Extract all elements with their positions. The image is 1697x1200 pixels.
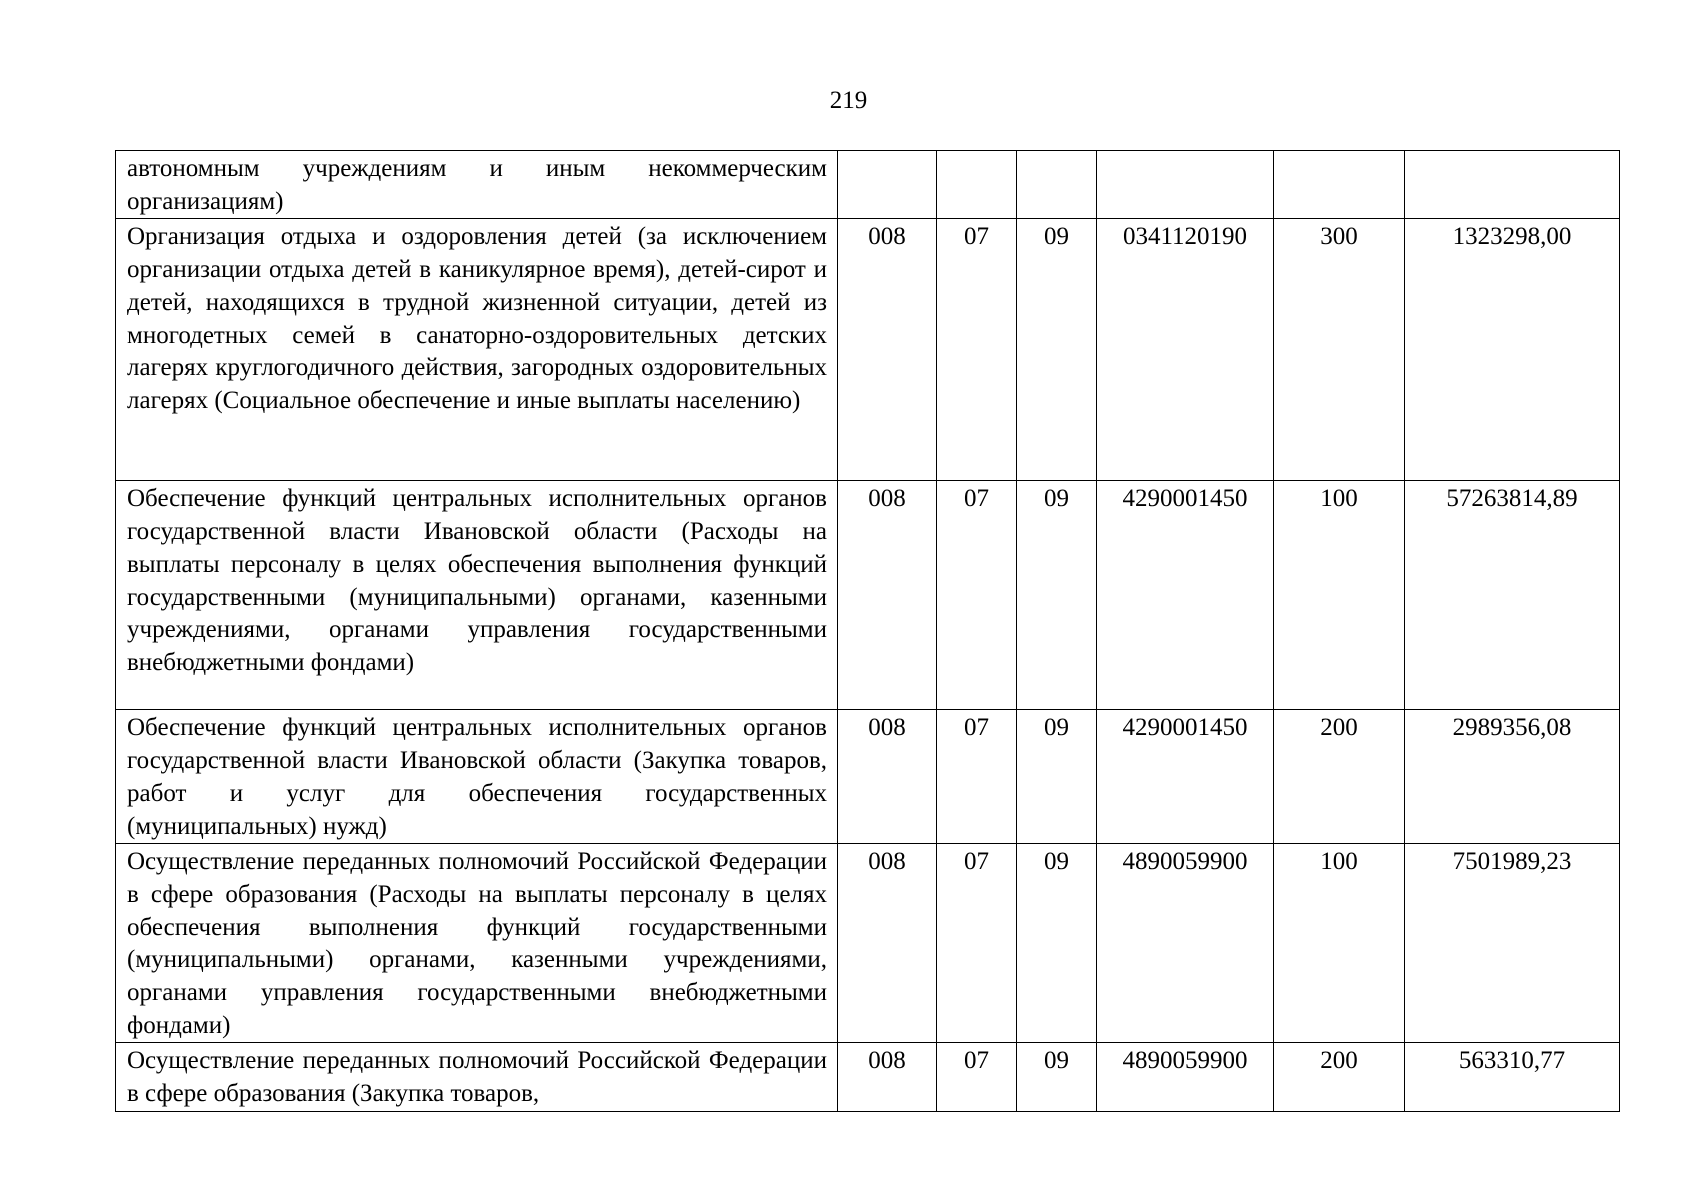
section-code: 07	[937, 844, 1017, 1043]
expense-kind-code: 200	[1274, 1043, 1405, 1111]
ministry-code: 008	[838, 844, 937, 1043]
table-row	[116, 219, 1620, 481]
section-code	[937, 151, 1017, 219]
page-number: 219	[829, 87, 868, 114]
subsection-code: 09	[1017, 1043, 1097, 1111]
expense-description: Обеспечение функций центральных исполнительных органов государственной власти Ивановской области (Закупка товаров, работ и услуг для обеспечения государственных (муниципальных) нужд)	[116, 710, 838, 844]
ministry-code: 008	[838, 219, 937, 481]
section-code: 07	[937, 481, 1017, 710]
expense-description: Осуществление переданных полномочий Российской Федерации в сфере образования (Расходы на выплаты персоналу в целях обеспечения выполнения функций государственными (муниципальными) органами, казенными учреждениями, органами управления государственными внебюджетными фондами)	[116, 844, 838, 1043]
expense-kind-code: 100	[1274, 481, 1405, 710]
section-code: 07	[937, 710, 1017, 844]
expense-kind-code: 100	[1274, 844, 1405, 1043]
ministry-code: 008	[838, 481, 937, 710]
subsection-code	[1017, 151, 1097, 219]
expense-kind-code: 200	[1274, 710, 1405, 844]
target-article-code: 0341120190	[1097, 219, 1274, 481]
table-row	[116, 151, 1620, 219]
amount-value: 7501989,23	[1405, 844, 1620, 1043]
amount-value: 2989356,08	[1405, 710, 1620, 844]
amount-value	[1405, 151, 1620, 219]
amount-value: 57263814,89	[1405, 481, 1620, 710]
target-article-code: 4290001450	[1097, 481, 1274, 710]
subsection-code: 09	[1017, 219, 1097, 481]
budget-table	[115, 150, 1620, 1112]
target-article-code	[1097, 151, 1274, 219]
section-code: 07	[937, 1043, 1017, 1111]
amount-value: 563310,77	[1405, 1043, 1620, 1111]
subsection-code: 09	[1017, 710, 1097, 844]
table-row	[116, 481, 1620, 710]
expense-kind-code: 300	[1274, 219, 1405, 481]
ministry-code	[838, 151, 937, 219]
ministry-code: 008	[838, 710, 937, 844]
section-code: 07	[937, 219, 1017, 481]
subsection-code: 09	[1017, 481, 1097, 710]
table-row	[116, 844, 1620, 1043]
target-article-code: 4290001450	[1097, 710, 1274, 844]
target-article-code: 4890059900	[1097, 844, 1274, 1043]
expense-kind-code	[1274, 151, 1405, 219]
table-row	[116, 1043, 1620, 1111]
expense-description: автономным учреждениям и иным некоммерческим организациям)	[116, 151, 838, 219]
target-article-code: 4890059900	[1097, 1043, 1274, 1111]
expense-description: Организация отдыха и оздоровления детей (за исключением организации отдыха детей в каникулярное время), детей-сирот и детей, находящихся в трудной жизненной ситуации, детей из многодетных семей в санаторно-оздоровительных детских лагерях круглогодичного действия, загородных оздоровительных лагерях (Социальное обеспечение и иные выплаты населению)	[116, 219, 838, 481]
amount-value: 1323298,00	[1405, 219, 1620, 481]
table-row	[116, 710, 1620, 844]
expense-description: Осуществление переданных полномочий Российской Федерации в сфере образования (Закупка товаров,	[116, 1043, 838, 1111]
expense-description: Обеспечение функций центральных исполнительных органов государственной власти Ивановской области (Расходы на выплаты персоналу в целях обеспечения выполнения функций государственными (муниципальными) органами, казенными учреждениями, органами управления государственными внебюджетными фондами)	[116, 481, 838, 710]
subsection-code: 09	[1017, 844, 1097, 1043]
ministry-code: 008	[838, 1043, 937, 1111]
